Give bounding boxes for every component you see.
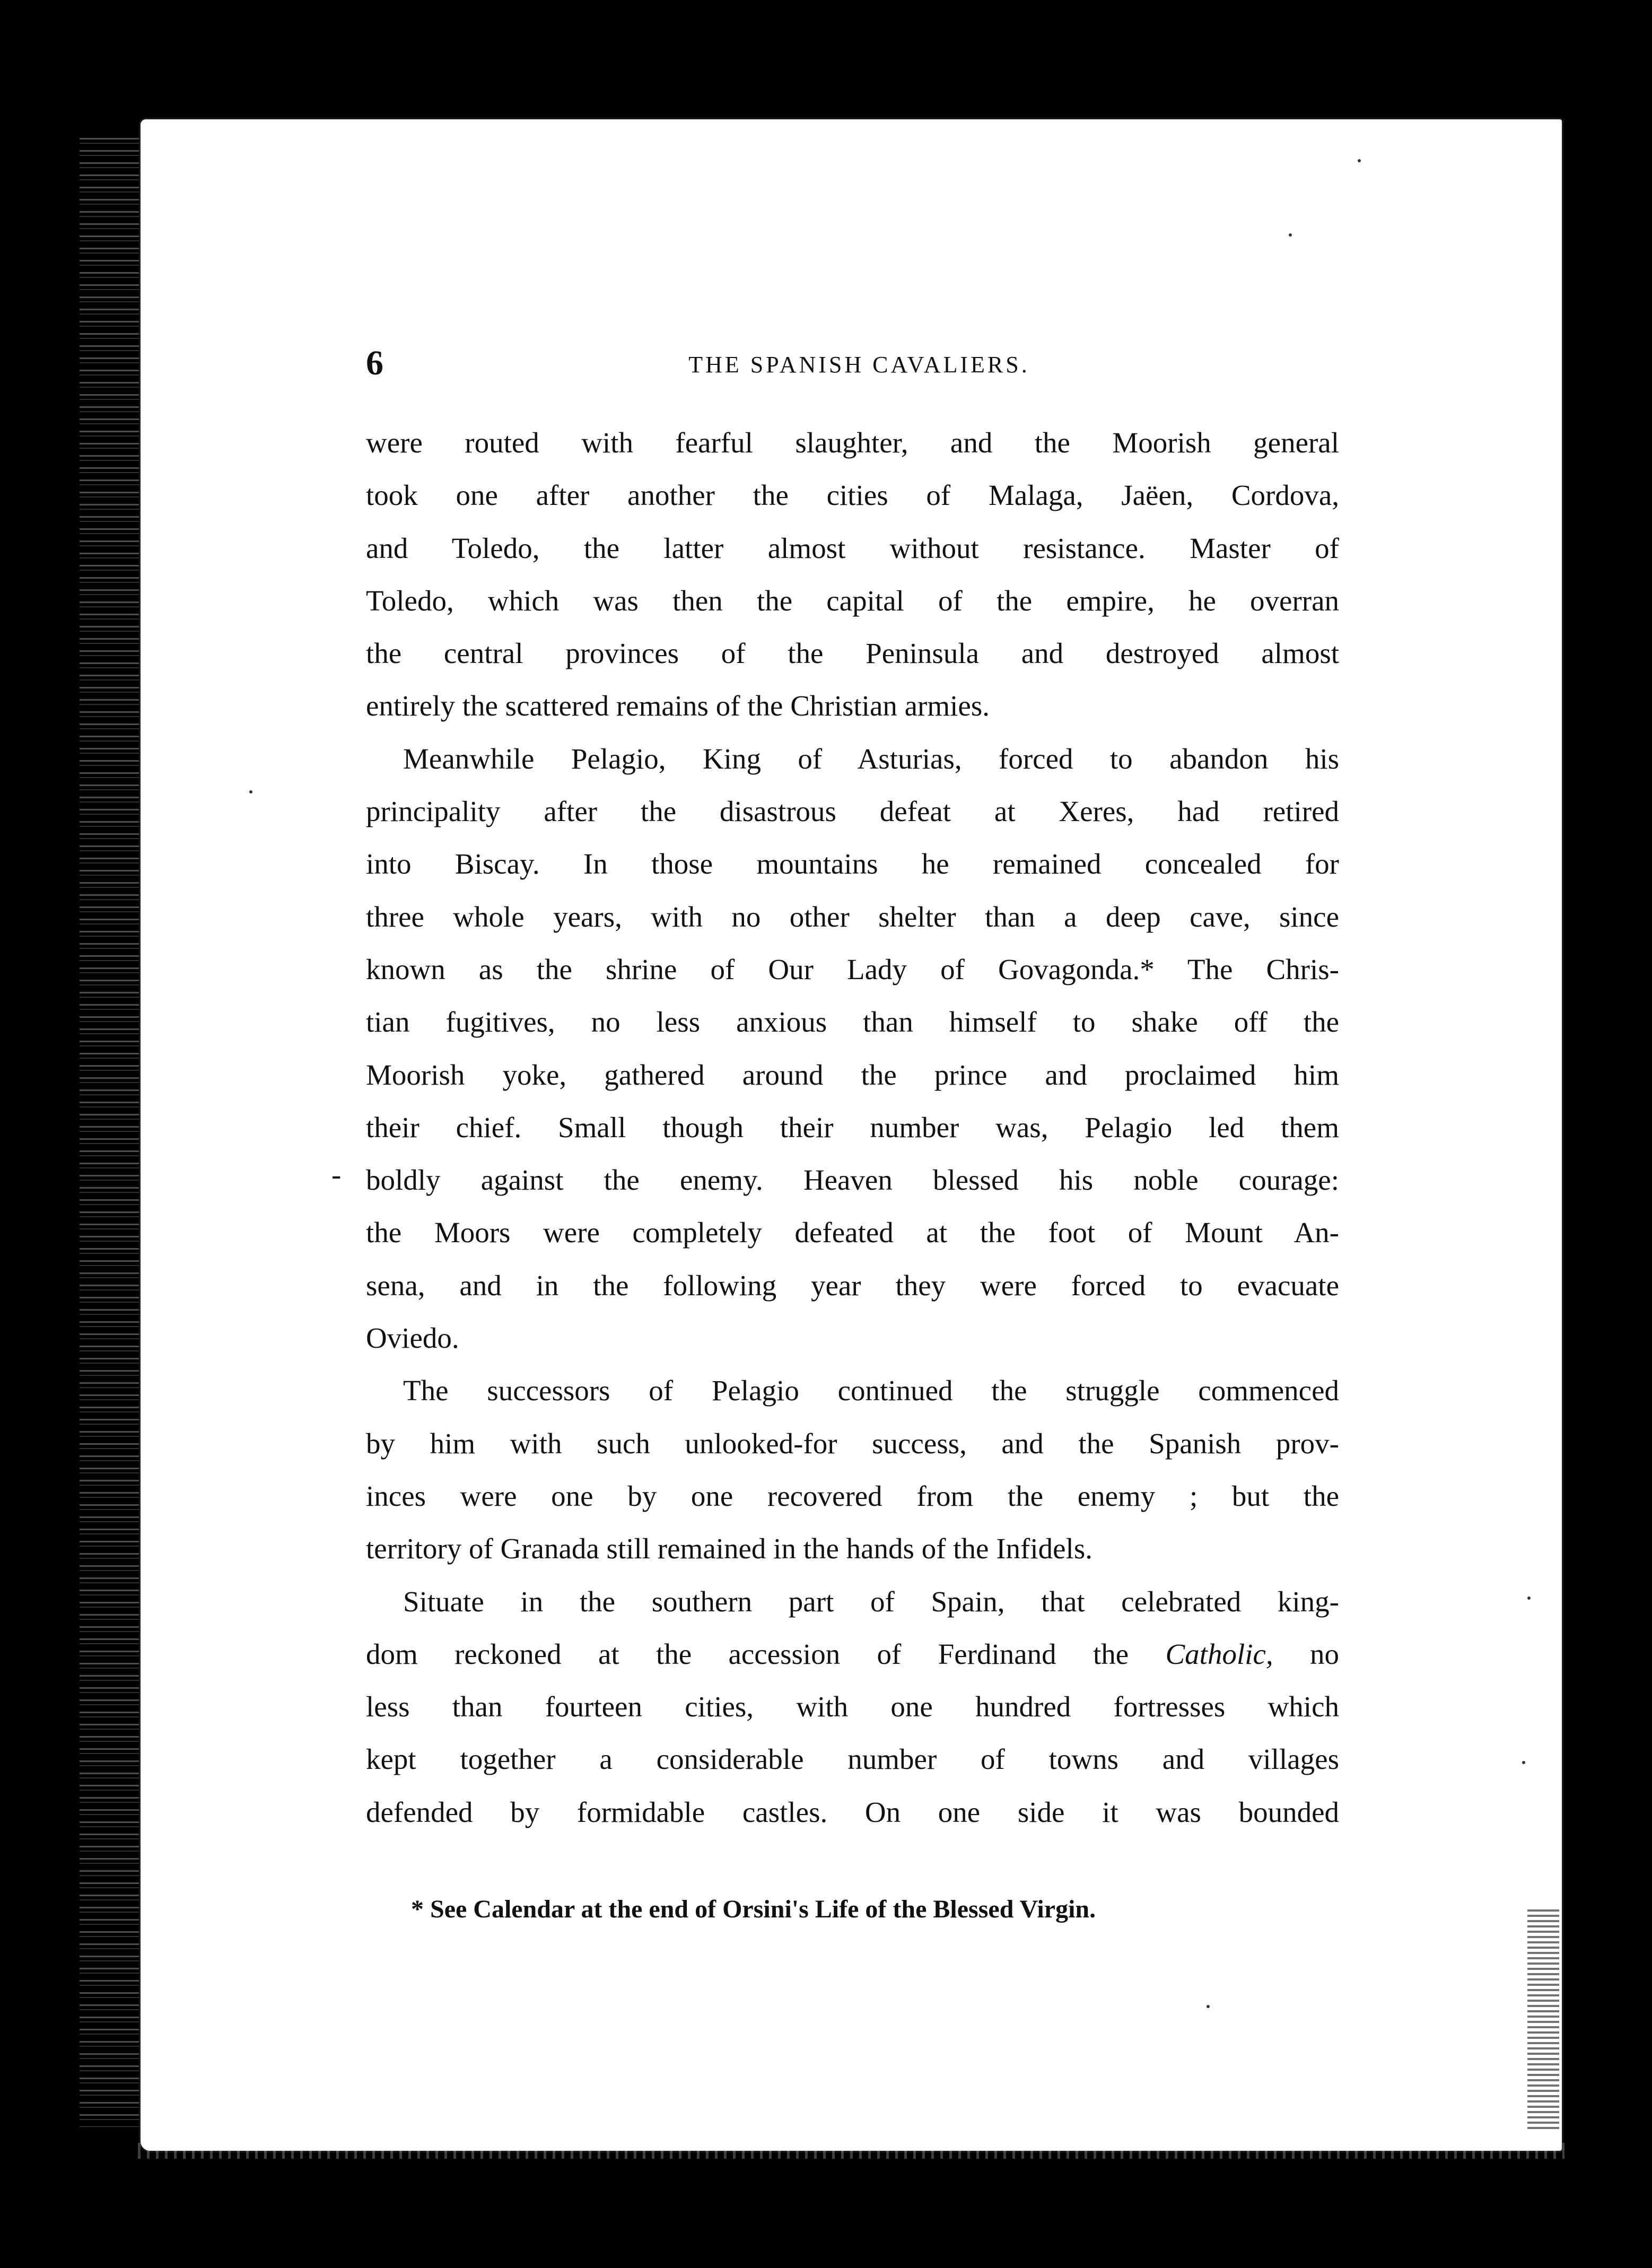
scan-speck bbox=[1522, 1761, 1525, 1764]
text-line: defended by formidable castles. On one side it was bounded bbox=[366, 1795, 1339, 1828]
text-line: the Moors were completely defeated at the foot of Mount An- bbox=[366, 1216, 1339, 1249]
scan-speck bbox=[249, 790, 252, 793]
text-line: into Biscay. In those mountains he remained concealed for bbox=[366, 848, 1339, 880]
text-line: Meanwhile Pelagio, King of Asturias, forced to abandon his bbox=[403, 742, 1339, 775]
text-line bbox=[366, 1628, 1339, 1680]
text-line: principality after the disastrous defeat at Xeres, had retired bbox=[366, 795, 1339, 828]
text-segment: dom reckoned at the accession of Ferdinand the bbox=[366, 1637, 1166, 1670]
italic-word: Catholic, bbox=[1165, 1637, 1273, 1670]
text-segment: no bbox=[1273, 1637, 1340, 1670]
text-line: sena, and in the following year they were forced to evacuate bbox=[366, 1269, 1339, 1302]
scan-speck bbox=[1207, 2005, 1210, 2008]
text-line: less than fourteen cities, with one hundred fortresses which bbox=[366, 1690, 1339, 1723]
scan-speck bbox=[1358, 159, 1361, 162]
text-line: known as the shrine of Our Lady of Govagonda.* The Chris- bbox=[366, 953, 1339, 985]
page-edge-bottom bbox=[138, 2143, 1564, 2159]
scan-speck bbox=[1289, 233, 1292, 237]
page-number: 6 bbox=[366, 344, 383, 382]
text-line: by him with such unlooked-for success, and the Spanish prov- bbox=[366, 1427, 1339, 1460]
text-line: boldly against the enemy. Heaven blessed his noble courage: bbox=[366, 1164, 1339, 1197]
text-line: Toledo, which was then the capital of the empire, he overran bbox=[366, 584, 1339, 617]
text-line: Situate in the southern part of Spain, that celebrated king- bbox=[403, 1585, 1339, 1618]
text-line: entirely the scattered remains of the Christian armies. bbox=[366, 690, 990, 722]
running-head bbox=[366, 339, 1352, 387]
text-line: territory of Granada still remained in the hands of the Infidels. bbox=[366, 1532, 1092, 1565]
footnote: * See Calendar at the end of Orsini's Life of the Blessed Virgin. bbox=[411, 1895, 1096, 1923]
running-title: THE SPANISH CAVALIERS. bbox=[688, 352, 1030, 378]
text-line: Moorish yoke, gathered around the prince and proclaimed him bbox=[366, 1058, 1339, 1091]
paragraph-1 bbox=[366, 416, 1339, 732]
paragraph-2 bbox=[366, 732, 1339, 1365]
page-edge-right bbox=[1527, 1909, 1559, 2132]
text-line: were routed with fearful slaughter, and the Moorish general bbox=[366, 426, 1339, 459]
scan-speck bbox=[1527, 1597, 1531, 1600]
text-line: three whole years, with no other shelter than a deep cave, since bbox=[366, 900, 1339, 933]
text-line: took one after another the cities of Malaga, Jaëen, Cordova, bbox=[366, 479, 1339, 512]
paragraph-3 bbox=[366, 1364, 1339, 1575]
text-line: their chief. Small though their number was, Pelagio led them bbox=[366, 1111, 1339, 1144]
text-line: inces were one by one recovered from the enemy ; but the bbox=[366, 1479, 1339, 1512]
text-line: and Toledo, the latter almost without resistance. Master of bbox=[366, 531, 1339, 564]
text-line: tian fugitives, no less anxious than himself to shake off the bbox=[366, 1006, 1339, 1039]
text-line: Oviedo. bbox=[366, 1322, 459, 1355]
text-line: kept together a considerable number of towns and villages bbox=[366, 1743, 1339, 1776]
text-line: The successors of Pelagio continued the struggle commenced bbox=[403, 1374, 1339, 1407]
text-line: the central provinces of the Peninsula and destroyed almost bbox=[366, 637, 1339, 670]
paragraph-4 bbox=[366, 1575, 1339, 1838]
margin-mark: - bbox=[331, 1158, 342, 1191]
body-text bbox=[366, 416, 1339, 1838]
